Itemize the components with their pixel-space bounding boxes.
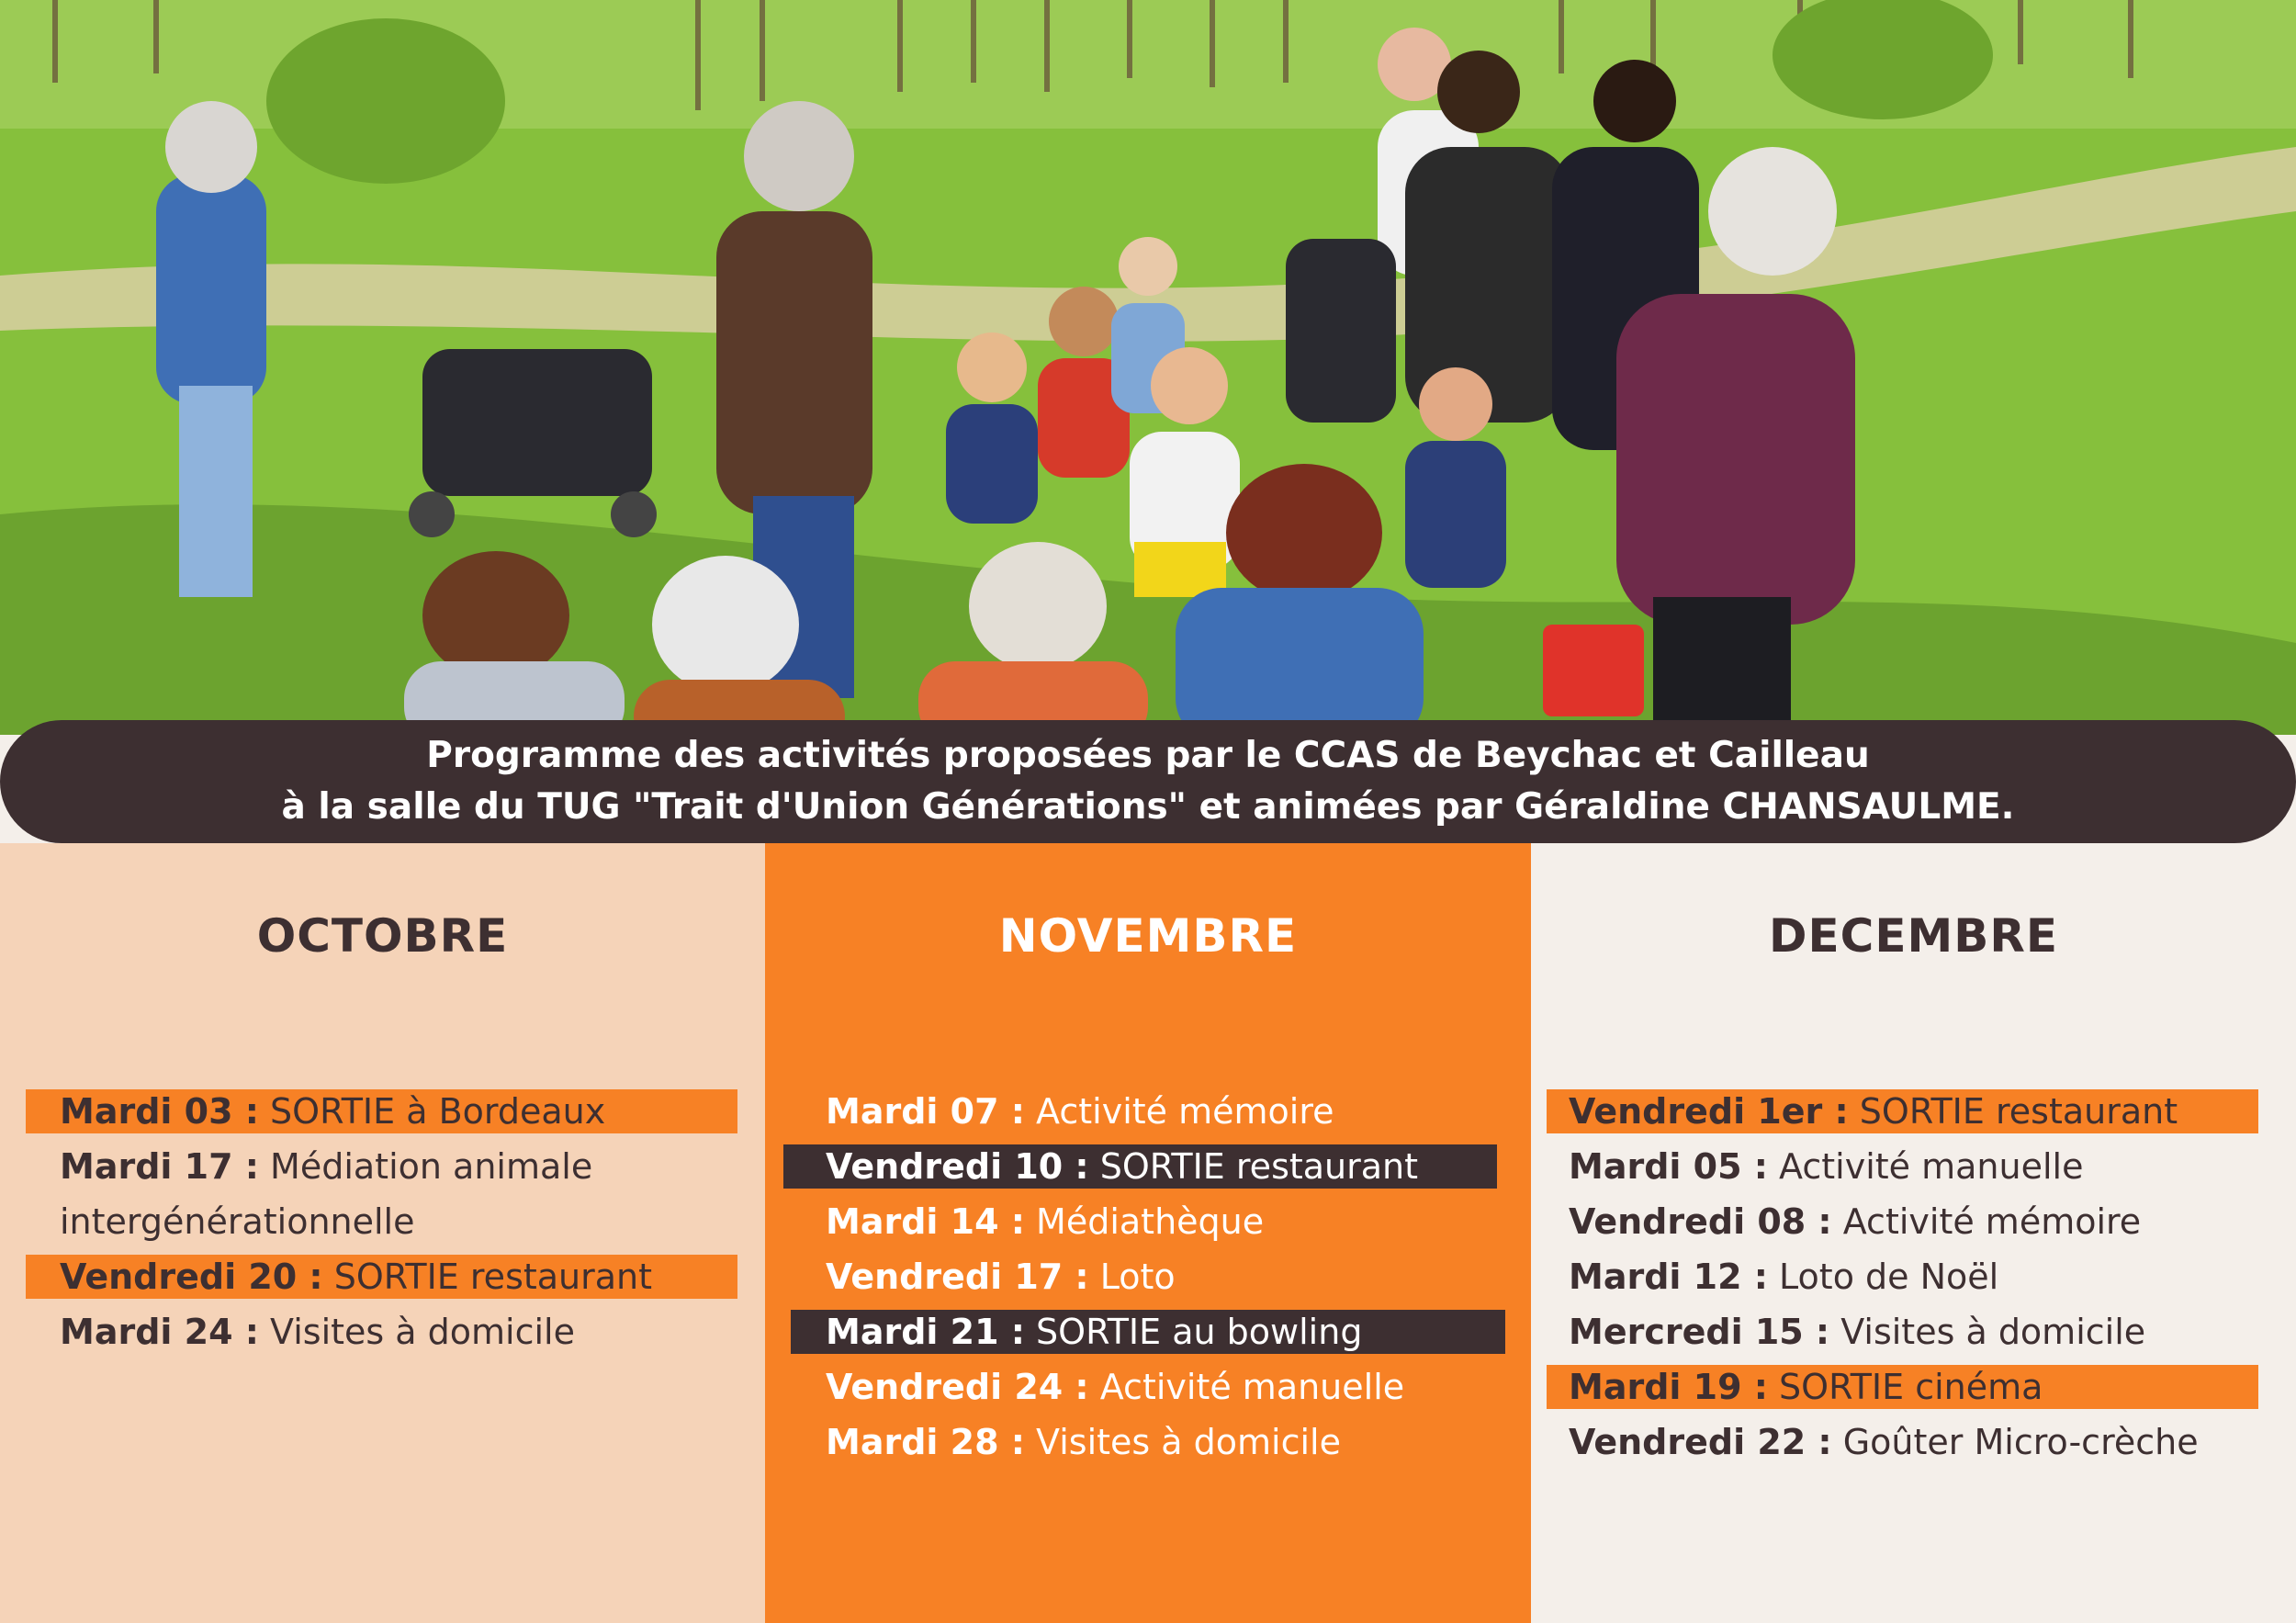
activity-label: intergénérationnelle bbox=[60, 1201, 415, 1242]
activity-label: SORTIE restaurant bbox=[1848, 1091, 2178, 1132]
header-photo bbox=[0, 0, 2296, 735]
activity-day: Vendredi 17 : bbox=[826, 1257, 1089, 1297]
activity-label: Activité mémoire bbox=[1024, 1091, 1334, 1132]
activity-day: Vendredi 22 : bbox=[1569, 1422, 1832, 1462]
activity-list-december bbox=[1531, 1084, 2296, 1470]
activity-label: Loto de Noël bbox=[1767, 1257, 1999, 1297]
activity-label: Médiation animale bbox=[258, 1146, 593, 1187]
activity-row bbox=[0, 1139, 765, 1194]
activity-row bbox=[1531, 1139, 2296, 1194]
column-december bbox=[1531, 843, 2296, 1623]
activity-row bbox=[765, 1249, 1531, 1304]
month-title-october: OCTOBRE bbox=[256, 909, 509, 963]
activity-row bbox=[0, 1084, 765, 1139]
activity-day: Mardi 12 : bbox=[1569, 1257, 1768, 1297]
activity-label: Visites à domicile bbox=[1024, 1422, 1341, 1462]
activity-row bbox=[765, 1194, 1531, 1249]
program-banner bbox=[0, 720, 2296, 843]
activity-row bbox=[1531, 1249, 2296, 1304]
activity-label: SORTIE au bowling bbox=[1024, 1312, 1363, 1352]
activity-label: Activité manuelle bbox=[1088, 1367, 1405, 1407]
activity-day: Mardi 28 : bbox=[826, 1422, 1025, 1462]
activity-day: Mardi 03 : bbox=[60, 1091, 259, 1132]
activity-label: Goûter Micro-crèche bbox=[1831, 1422, 2199, 1462]
banner-line-1: Programme des activités proposées par le CCAS de Beychac et Cailleau bbox=[426, 735, 1870, 776]
activity-day: Mardi 14 : bbox=[826, 1201, 1025, 1242]
activity-day: Vendredi 20 : bbox=[60, 1257, 323, 1297]
column-october bbox=[0, 843, 765, 1623]
activity-label: Activité manuelle bbox=[1767, 1146, 2084, 1187]
activity-day: Vendredi 08 : bbox=[1569, 1201, 1832, 1242]
activity-row bbox=[765, 1304, 1531, 1359]
activity-day: Vendredi 24 : bbox=[826, 1367, 1089, 1407]
activity-label: Médiathèque bbox=[1024, 1201, 1265, 1242]
activity-row bbox=[0, 1249, 765, 1304]
activity-row bbox=[0, 1194, 765, 1249]
activity-row bbox=[765, 1084, 1531, 1139]
activity-day: Mardi 17 : bbox=[60, 1146, 259, 1187]
activity-row bbox=[765, 1139, 1531, 1194]
banner-line-2: à la salle du TUG "Trait d'Union Générations" et animées par Géraldine CHANSAULME. bbox=[281, 786, 2015, 828]
activity-day: Mardi 05 : bbox=[1569, 1146, 1768, 1187]
activity-label: SORTIE à Bordeaux bbox=[258, 1091, 606, 1132]
activity-label: Activité mémoire bbox=[1831, 1201, 2142, 1242]
activity-day: Mardi 21 : bbox=[826, 1312, 1025, 1352]
activity-day: Vendredi 1er : bbox=[1569, 1091, 1849, 1132]
activity-label: Visites à domicile bbox=[258, 1312, 575, 1352]
month-title-november: NOVEMBRE bbox=[998, 909, 1298, 963]
activity-day: Mardi 24 : bbox=[60, 1312, 259, 1352]
activity-row bbox=[0, 1304, 765, 1359]
activity-label: SORTIE restaurant bbox=[1088, 1146, 1419, 1187]
activity-day: Mercredi 15 : bbox=[1569, 1312, 1830, 1352]
activity-day: Mardi 07 : bbox=[826, 1091, 1025, 1132]
activity-label: Visites à domicile bbox=[1829, 1312, 2146, 1352]
activity-label: SORTIE cinéma bbox=[1767, 1367, 2043, 1407]
column-november bbox=[765, 843, 1531, 1623]
activity-list-november bbox=[765, 1084, 1531, 1470]
activity-row bbox=[1531, 1414, 2296, 1470]
activity-row bbox=[765, 1359, 1531, 1414]
activity-list-october bbox=[0, 1084, 765, 1359]
month-title-december: DECEMBRE bbox=[1768, 909, 2059, 963]
photo-illustration bbox=[0, 0, 2296, 735]
activity-row bbox=[1531, 1084, 2296, 1139]
activity-row bbox=[1531, 1304, 2296, 1359]
activity-label: Loto bbox=[1088, 1257, 1176, 1297]
activity-day: Vendredi 10 : bbox=[826, 1146, 1089, 1187]
activity-day: Mardi 19 : bbox=[1569, 1367, 1768, 1407]
activity-label: SORTIE restaurant bbox=[322, 1257, 653, 1297]
activity-row bbox=[765, 1414, 1531, 1470]
activity-row bbox=[1531, 1359, 2296, 1414]
activity-row bbox=[1531, 1194, 2296, 1249]
